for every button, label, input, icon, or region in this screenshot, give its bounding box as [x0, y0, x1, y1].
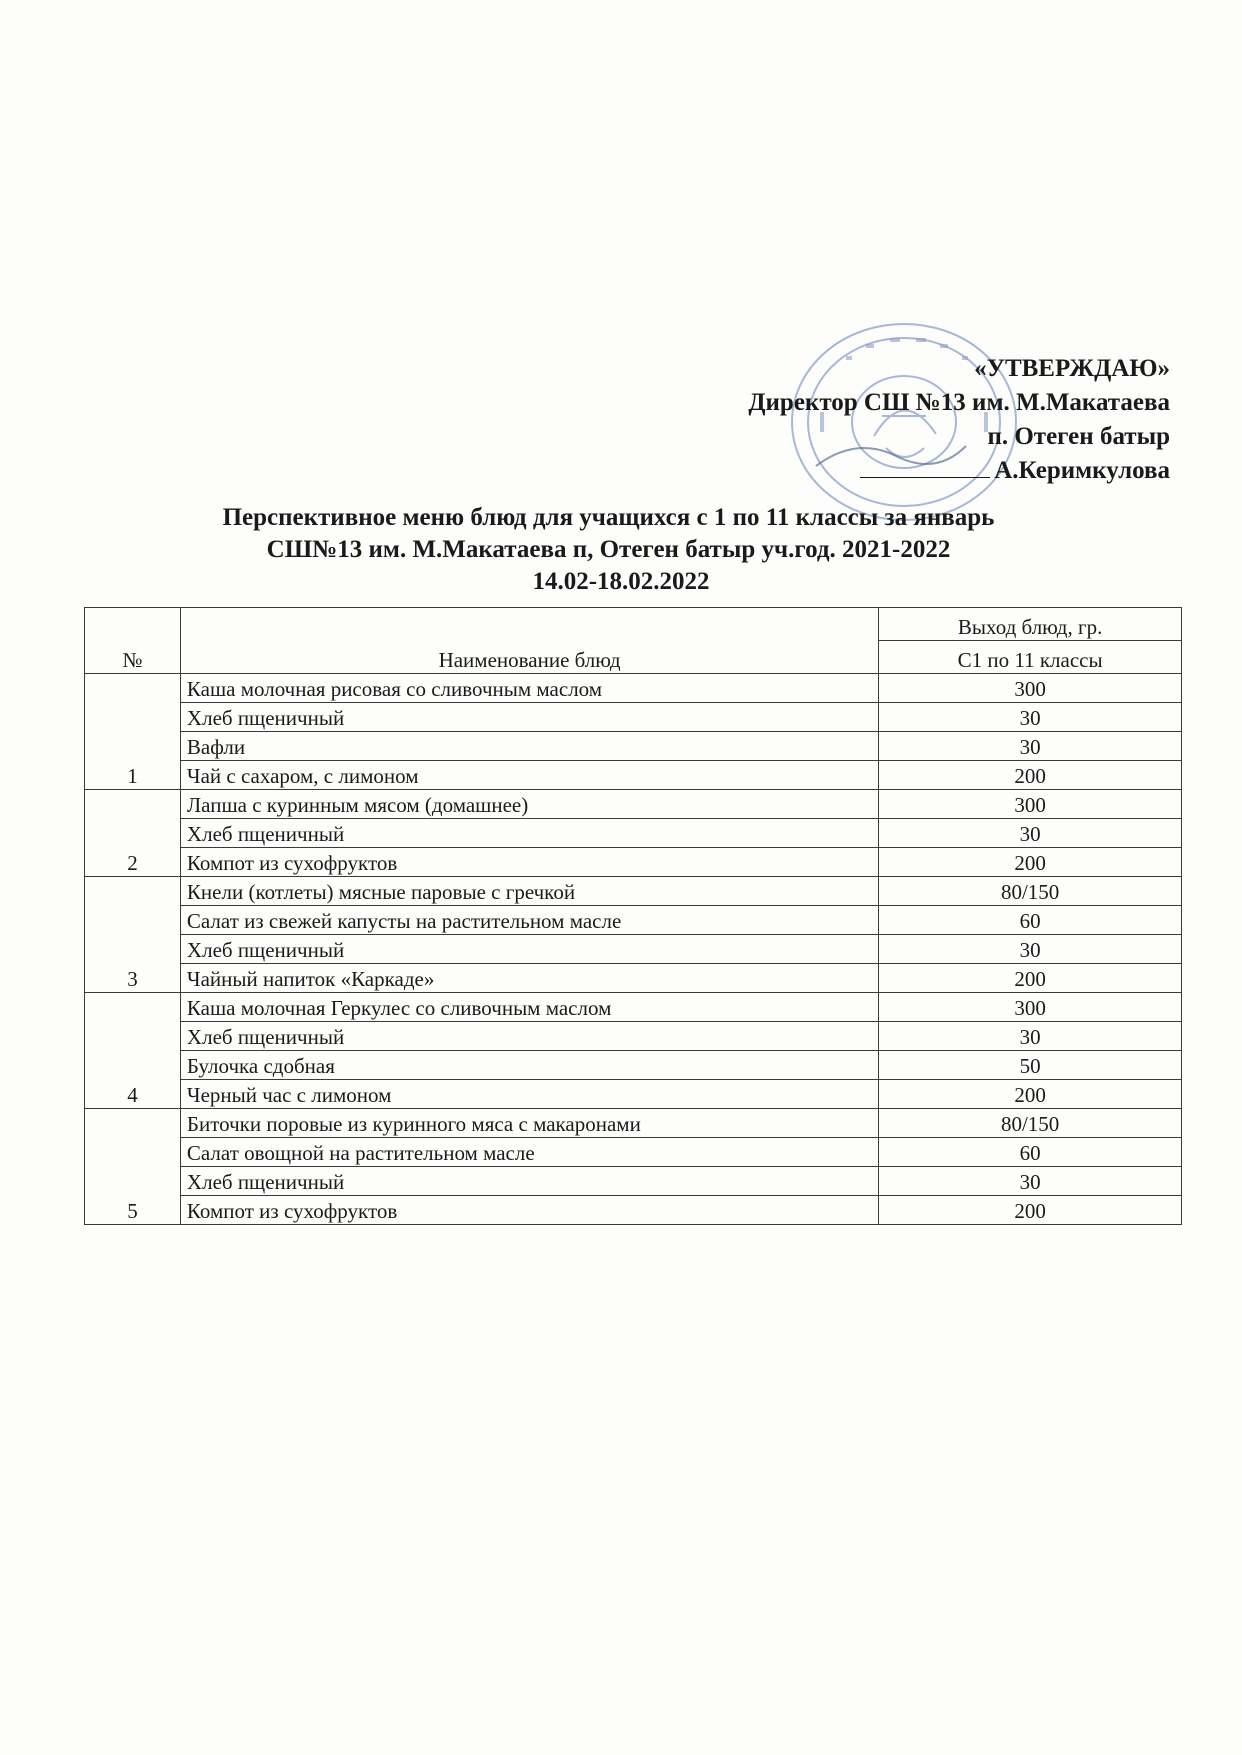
menu-table-body [85, 674, 1182, 1225]
header-name: Наименование блюд [180, 608, 878, 674]
dish-output: 80/150 [879, 877, 1182, 906]
dish-output: 60 [879, 1138, 1182, 1167]
table-header-row [85, 608, 1182, 641]
approval-block [748, 352, 1170, 488]
dish-name: Черный час с лимоном [180, 1080, 878, 1109]
dish-output: 300 [879, 790, 1182, 819]
dish-name: Салат овощной на растительном масле [180, 1138, 878, 1167]
dish-name: Биточки поровые из куринного мяса с макаронами [180, 1109, 878, 1138]
approval-signature-line [748, 454, 1170, 488]
dish-name: Кнели (котлеты) мясные паровые с гречкой [180, 877, 878, 906]
table-row [85, 993, 1182, 1022]
table-row [85, 819, 1182, 848]
dish-name: Хлеб пщеничный [180, 1167, 878, 1196]
table-row [85, 790, 1182, 819]
header-output-sub: С1 по 11 классы [879, 641, 1182, 674]
dish-name: Вафли [180, 732, 878, 761]
dish-name: Компот из сухофруктов [180, 1196, 878, 1225]
signature-underline [860, 455, 990, 478]
menu-table [84, 607, 1182, 1225]
approval-position: Директор СШ №13 им. М.Макатаева [748, 389, 1170, 416]
dish-output: 60 [879, 906, 1182, 935]
dish-output: 200 [879, 964, 1182, 993]
table-row [85, 761, 1182, 790]
title-line-2: СШ№13 им. М.Макатаева п, Отеген батыр уч.год. 2021-2022 [266, 536, 951, 563]
dish-name: Хлеб пщеничный [180, 703, 878, 732]
header-num: № [85, 608, 181, 674]
title-date-range: 14.02-18.02.2022 [532, 568, 710, 595]
dish-name: Чайный напиток «Каркаде» [180, 964, 878, 993]
dish-output: 200 [879, 848, 1182, 877]
dish-name: Каша молочная Геркулес со сливочным маслом [180, 993, 878, 1022]
dish-output: 30 [879, 732, 1182, 761]
approval-name: А.Керимкулова [994, 457, 1170, 484]
day-number: 2 [85, 790, 181, 877]
dish-output: 300 [879, 674, 1182, 703]
day-number: 3 [85, 877, 181, 993]
dish-name: Хлеб пщеничный [180, 1022, 878, 1051]
dish-output: 30 [879, 703, 1182, 732]
dish-output: 200 [879, 1080, 1182, 1109]
dish-name: Каша молочная рисовая со сливочным маслом [180, 674, 878, 703]
dish-output: 200 [879, 761, 1182, 790]
dish-name: Лапша с куринным мясом (домашнее) [180, 790, 878, 819]
table-row [85, 732, 1182, 761]
dish-output: 30 [879, 819, 1182, 848]
dish-name: Хлеб пщеничный [180, 935, 878, 964]
table-row [85, 877, 1182, 906]
table-row [85, 1167, 1182, 1196]
day-number: 4 [85, 993, 181, 1109]
table-row [85, 935, 1182, 964]
day-number: 5 [85, 1109, 181, 1225]
table-row [85, 1022, 1182, 1051]
dish-output: 30 [879, 1167, 1182, 1196]
table-row [85, 906, 1182, 935]
dish-output: 30 [879, 1022, 1182, 1051]
table-row [85, 964, 1182, 993]
table-row [85, 703, 1182, 732]
approval-place: п. Отеген батыр [987, 423, 1170, 450]
table-row [85, 1196, 1182, 1225]
table-row [85, 1109, 1182, 1138]
table-row [85, 848, 1182, 877]
dish-name: Хлеб пщеничный [180, 819, 878, 848]
document-title [0, 502, 1242, 598]
dish-name: Салат из свежей капусты на растительном масле [180, 906, 878, 935]
table-row [85, 674, 1182, 703]
table-row [85, 1051, 1182, 1080]
dish-output: 200 [879, 1196, 1182, 1225]
dish-name: Чай с сахаром, с лимоном [180, 761, 878, 790]
approval-heading: «УТВЕРЖДАЮ» [974, 355, 1170, 382]
header-output: Выход блюд, гр. [879, 608, 1182, 641]
dish-output: 300 [879, 993, 1182, 1022]
dish-output: 30 [879, 935, 1182, 964]
table-row [85, 1080, 1182, 1109]
dish-name: Булочка сдобная [180, 1051, 878, 1080]
dish-name: Компот из сухофруктов [180, 848, 878, 877]
dish-output: 50 [879, 1051, 1182, 1080]
day-number: 1 [85, 674, 181, 790]
title-line-1: Перспективное меню блюд для учащихся с 1 по 11 классы за январь [222, 504, 995, 531]
dish-output: 80/150 [879, 1109, 1182, 1138]
table-row [85, 1138, 1182, 1167]
